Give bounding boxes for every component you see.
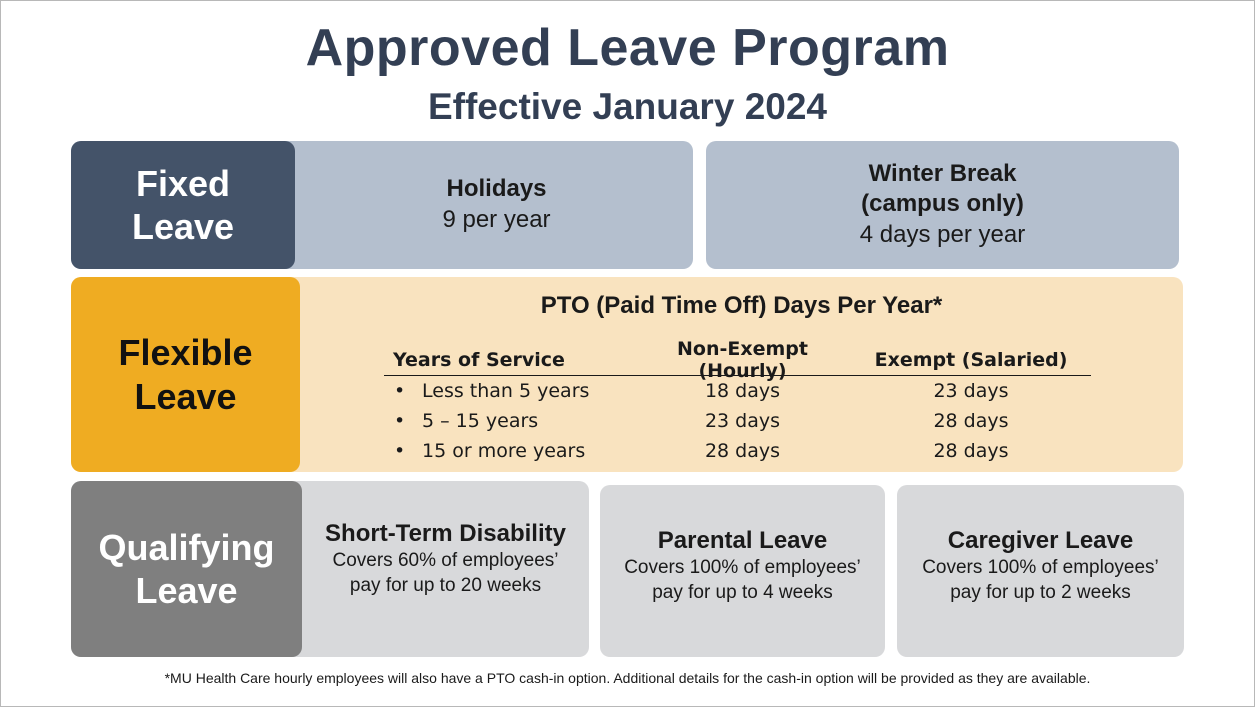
short-term-disability-line1: Covers 60% of employees’ xyxy=(332,549,559,571)
table-row xyxy=(384,376,1091,406)
qualifying-leave-label-line2: Leave xyxy=(135,570,238,611)
exempt-cell: 28 days xyxy=(933,440,1009,462)
short-term-disability-card xyxy=(302,481,589,657)
exempt-cell: 23 days xyxy=(933,380,1009,402)
fixed-leave-label xyxy=(71,141,295,269)
winter-break-title-line1: Winter Break xyxy=(868,160,1017,188)
winter-break-title-line2: (campus only) xyxy=(861,190,1024,218)
short-term-disability-title: Short-Term Disability xyxy=(325,519,566,547)
winter-break-card xyxy=(706,141,1179,269)
non-exempt-cell: 28 days xyxy=(704,440,781,462)
page-subtitle: Effective January 2024 xyxy=(427,86,827,127)
winter-break-text: 4 days per year xyxy=(859,221,1026,249)
qualifying-leave-label xyxy=(71,481,302,657)
bullet-icon: • xyxy=(394,440,406,462)
years-cell: 15 or more years xyxy=(422,440,586,462)
caregiver-leave-card xyxy=(897,485,1184,657)
pto-table-title: PTO (Paid Time Off) Days Per Year* xyxy=(540,292,943,319)
footnote: *MU Health Care hourly employees will also have a PTO cash-in option. Additional details for the cash-in option will be provided as they are available. xyxy=(164,670,1091,686)
parental-leave-line2: pay for up to 4 weeks xyxy=(652,581,833,603)
flexible-leave-label-line2: Leave xyxy=(134,375,237,417)
column-header-exempt: Exempt (Salaried) xyxy=(874,348,1068,371)
pto-table xyxy=(384,337,1091,466)
caregiver-leave-title: Caregiver Leave xyxy=(947,526,1134,554)
fixed-leave-label-line2: Leave xyxy=(131,206,235,247)
years-cell: 5 – 15 years xyxy=(422,410,539,432)
short-term-disability-line2: pay for up to 20 weeks xyxy=(349,574,542,596)
holidays-text: 9 per year xyxy=(442,206,551,234)
parental-leave-title: Parental Leave xyxy=(657,526,828,554)
pto-table-header xyxy=(384,337,1091,382)
bullet-icon: • xyxy=(394,380,406,402)
holidays-card xyxy=(300,141,693,269)
table-row xyxy=(384,406,1091,436)
column-header-years: Years of Service xyxy=(393,348,565,371)
caregiver-leave-line2: pay for up to 2 weeks xyxy=(950,581,1131,603)
non-exempt-cell: 23 days xyxy=(704,410,781,432)
parental-leave-line1: Covers 100% of employees’ xyxy=(624,556,861,578)
fixed-leave-label-line1: Fixed xyxy=(135,162,230,204)
parental-leave-card xyxy=(600,485,885,657)
holidays-title: Holidays xyxy=(446,175,547,203)
exempt-cell: 28 days xyxy=(933,410,1009,432)
non-exempt-cell: 18 days xyxy=(704,380,781,402)
flexible-leave-label-line1: Flexible xyxy=(118,332,253,374)
caregiver-leave-line1: Covers 100% of employees’ xyxy=(922,556,1159,578)
bullet-icon: • xyxy=(394,410,406,432)
years-cell: Less than 5 years xyxy=(422,380,590,402)
page-title: Approved Leave Program xyxy=(305,19,950,77)
column-header-non-exempt: Non-Exempt (Hourly) xyxy=(677,337,808,382)
qualifying-leave-label-line1: Qualifying xyxy=(98,526,275,568)
table-row xyxy=(384,436,1091,466)
flexible-leave-label xyxy=(71,277,300,472)
